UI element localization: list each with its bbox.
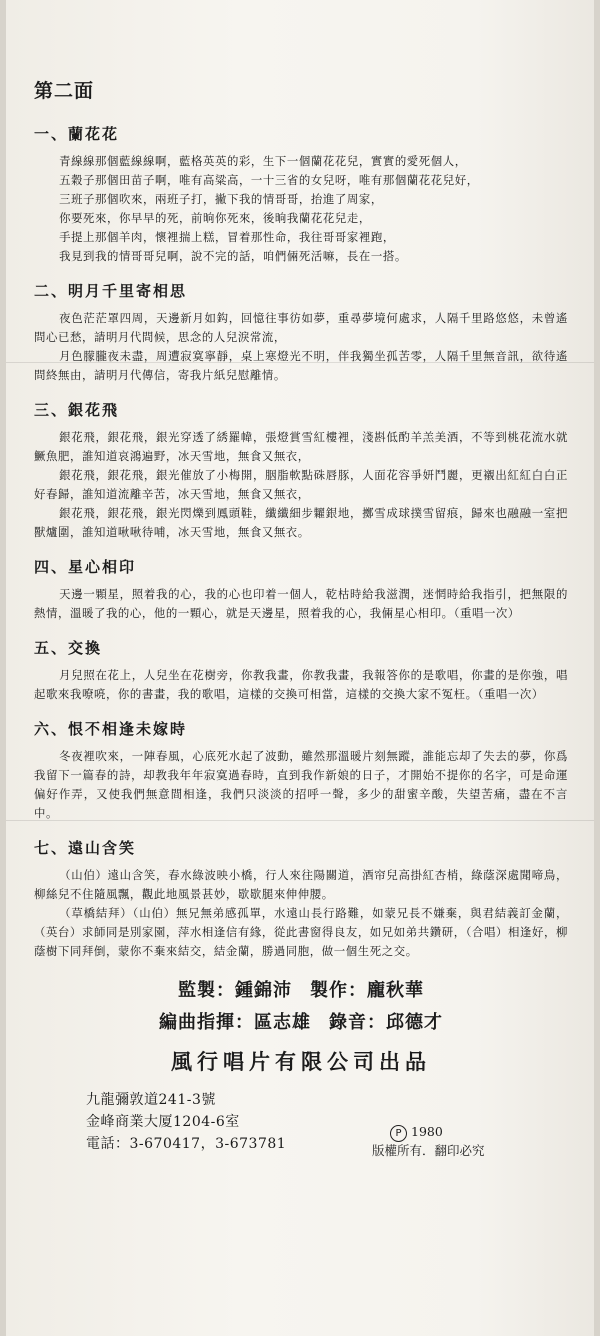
lyric-paragraph: 手提上那個羊肉，懷裡揣上糕，冒着那性命，我往哥哥家裡跑， [59,230,395,244]
song-section [34,556,568,623]
recording-credit: 錄音：邱德才 [329,1012,443,1033]
lyric-paragraph: 銀花飛，銀花飛，銀光催放了小梅開，胭脂軟點硃唇豚，人面花容爭妍鬥麗，更襯出紅紅白白正好春歸，誰知道流離辛苦，冰天雪地，無食又無衣， [34,468,568,501]
lyric-paragraph: 月色朦朧夜未盡，周遭寂寞寧靜，桌上寒燈光不明，伴我獨坐孤苦零，人隔千里無音訊，欲待遙問終無由，請明月代傳信，寄我片紙兒慰離情。 [34,349,568,382]
producer-credit: 製作：龐秋華 [310,980,424,1001]
song-title: 三、銀花飛 [34,401,120,419]
copyright-year: 1980 [411,1124,443,1139]
footer [34,1089,568,1169]
credits [34,975,568,1081]
lyric-paragraph: 你要死來，你早早的死，前晌你死來，後晌我蘭花花兒走， [59,211,371,225]
song-lyrics [34,666,568,704]
song-section [34,280,568,385]
arranger-credit: 編曲指揮：區志雄 [159,1012,311,1033]
song-section [34,718,568,823]
address-block [86,1089,286,1155]
phonogram-icon: P [390,1125,407,1142]
lyric-paragraph: 青線線那個藍線線啊，藍格英英的彩，生下一個蘭花花兒，實實的愛死個人， [59,154,467,168]
copyright-line [372,1123,485,1142]
company-name: 風行唱片有限公司出品 [171,1050,431,1074]
lyric-paragraph: （草橋結拜）（山伯）無兄無弟感孤單，水遠山長行路難，如蒙兄長不嫌棄，與君結義訂金蘭，（英台）求師同是別家園，萍水相逢信有緣，從此書窗得良友，如兄如弟共鑽研，（合唱）相逢好，柳蔭樹下同拜倒，蒙你不棄來結交，結金蘭，勝過同胞，做一個生死之交。 [34,906,568,958]
song-title: 七、遠山含笑 [34,839,137,857]
lyric-paragraph: （山伯）遠山含笑，春水綠波映小橋，行人來往陽關道，酒帘兒高掛紅杏梢，綠蔭深處聞啼鳥，柳絲兒不住隨風飄，觀此地風景甚妙，歇歇腿來伸伸腰。 [34,868,568,901]
address-line: 金峰商業大厦1204-6室 [86,1114,240,1130]
song-lyrics [34,747,568,823]
liner-sheet [6,0,594,1336]
credit-line [34,975,568,1007]
song-section [34,837,568,961]
lyric-paragraph: 銀花飛，銀花飛，銀光閃爍到鳳頭鞋，纖纖細步糶銀地，擲雪成球撲雪留痕，歸來也融融一室把獸爐圍，誰知道啾啾待哺，冰天雪地，無食又無衣。 [34,506,568,539]
song-lyrics [34,866,568,961]
phone-line: 電話：3-670417，3-673781 [86,1136,287,1152]
lyric-paragraph: 五穀子那個田苗子啊，唯有高粱高，一十三省的女兒呀，唯有那個蘭花花兒好， [59,173,479,187]
lyric-paragraph: 我見到我的情哥哥兒啊，說不完的話，咱們倆死活嘛，長在一搭。 [59,249,407,263]
song-title: 五、交換 [34,639,103,657]
song-section [34,123,568,266]
song-list [34,123,568,961]
song-lyrics [34,585,568,623]
liner-content [34,76,568,1169]
song-title: 二、明月千里寄相思 [34,282,188,300]
lyric-paragraph: 月兒照在花上，人兒坐在花樹旁，你教我畫，你教我畫，我報答你的是歌唱，你畫的是你強，唱起歌來我嘹喨，你的書畫，我的歌唱，這樣的交換可相當，這樣的交換大家不冤枉。（重唱一次） [34,668,568,701]
song-section [34,637,568,704]
lyric-paragraph: 天邊一顆星，照着我的心，我的心也印着一個人，乾枯時給我滋潤，迷惘時給我指引，把無限的熱情，溫暖了我的心，他的一顆心，就是天邊星，照着我的心，我倆星心相印。（重唱一次） [34,587,568,620]
song-lyrics [34,309,568,385]
lyric-paragraph: 三班子那個吹來，兩班子打，撇下我的情哥哥，抬進了周家， [59,192,383,206]
lyric-paragraph: 銀花飛，銀花飛，銀光穿透了綉羅幃，張燈賞雪紅樓裡，淺斟低酌羊羔美酒，不等到桃花流水就鱖魚肥，誰知道哀鴻遍野，冰天雪地，無食又無衣， [34,430,568,463]
song-title: 四、星心相印 [34,558,137,576]
song-title: 六、恨不相逢未嫁時 [34,720,188,738]
address-line: 九龍彌敦道241-3號 [86,1092,216,1108]
credit-line [34,1007,568,1039]
song-title: 一、蘭花花 [34,125,120,143]
lyric-paragraph: 冬夜裡吹來，一陣春風，心底死水起了波動，雖然那溫暖片刻無蹤，誰能忘却了失去的夢，你爲我留下一篇春的詩，却教我年年寂寞過春時，直到我作新娘的日子，才開始不提你的名字，可是命運偏好作弄，又使我們無意間相逢，我們只淡淡的招呼一聲，多少的甜蜜辛酸，失望苦痛，盡在不言中。 [34,749,568,820]
song-lyrics [34,152,568,266]
song-lyrics [34,428,568,542]
rights-block [372,1123,485,1159]
rights-notice: 版權所有．翻印必究 [372,1143,485,1158]
supervisor-credit: 監製：鍾錦沛 [178,980,292,1001]
lyric-paragraph: 夜色茫茫罩四周，天邊新月如鈎，回憶往事彷如夢，重尋夢境何處求，人隔千里路悠悠，未曾遙問心已愁，請明月代問候，思念的人兒淚常流， [34,311,568,344]
side-title: 第二面 [34,80,95,102]
song-section [34,399,568,542]
